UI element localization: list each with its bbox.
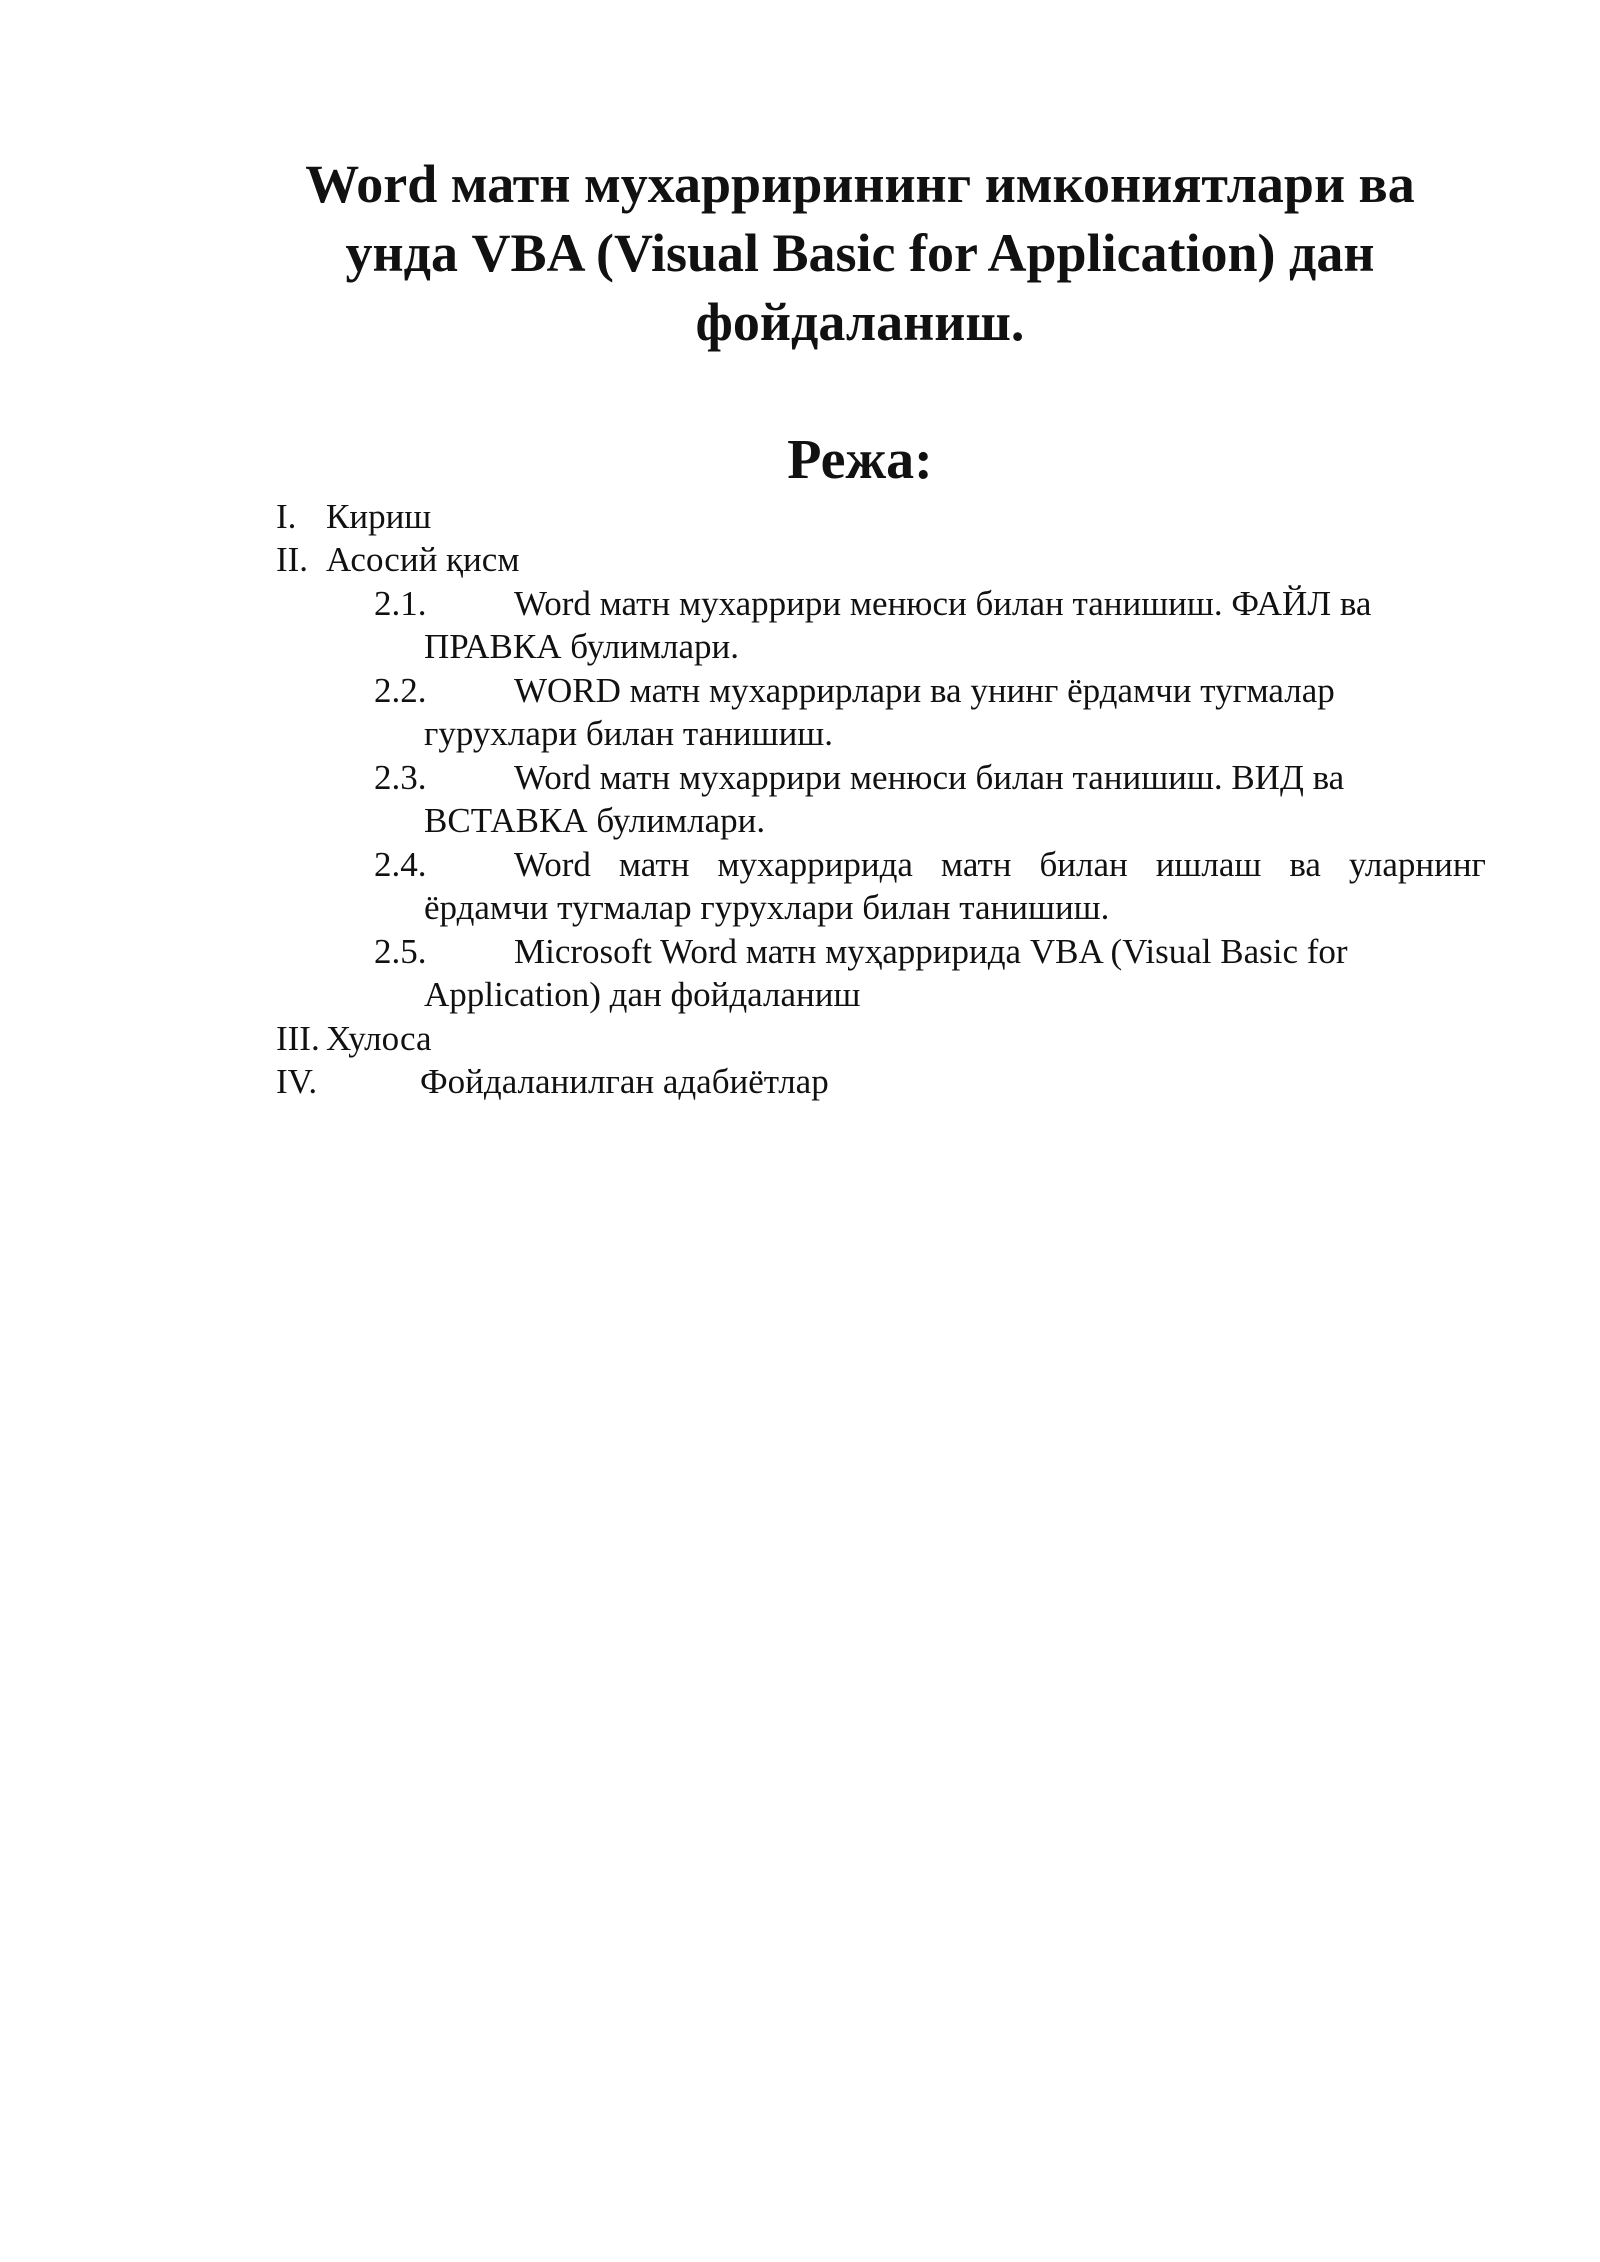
outline-item-text: Хулоса [326, 1019, 432, 1058]
word: мухарририда [717, 845, 913, 884]
outline-subitem-text-line2: гурухлари билан танишиш. [424, 714, 833, 753]
title-line-2: унда VBA (Visual Basic for Application) дан [345, 223, 1375, 283]
title-line-3: фойдаланиш. [695, 292, 1025, 352]
word: ишлаш [1155, 845, 1262, 884]
outline-item-text: Фойдаланилган адабиётлар [420, 1062, 829, 1101]
document-title [230, 150, 1490, 357]
outline-subitem-text-line2: ВСТАВКА булимлари. [424, 801, 766, 840]
outline-subitem-text-line1 [514, 843, 1486, 887]
word: матн [940, 845, 1012, 884]
title-line-1: Word матн мухаррирининг имкониятлари ва [305, 154, 1415, 214]
outline-subitem-text-line1: WORD матн мухаррирлари ва унинг ёрдамчи тугмалар [514, 671, 1335, 710]
outline-subitem-number: 2.3. [374, 758, 427, 797]
word: ва [1289, 845, 1321, 884]
outline-subitem-number: 2.4. [374, 845, 427, 884]
word: билан [1039, 845, 1128, 884]
outline-subitem-text-line2: Application) дан фойдаланиш [424, 975, 861, 1014]
plan-heading: Режа: [787, 429, 933, 491]
outline-subitem-number: 2.2. [374, 671, 427, 710]
word: Word [514, 845, 591, 884]
outline-subitem-number: 2.1. [374, 584, 427, 623]
outline-item-number: IV. [276, 1062, 318, 1101]
outline-subitem-text-line1: Word матн мухаррири менюси билан танишиш. ФАЙЛ ва [514, 584, 1372, 623]
outline-item-number: III. [276, 1019, 320, 1058]
outline-subitem-text-line2: ёрдамчи тугмалар гурухлари билан танишиш. [424, 888, 1110, 927]
outline-subitem-text-line1: Microsoft Word матн муҳарририда VBA (Visual Basic for [514, 932, 1348, 971]
word: матн [618, 845, 690, 884]
outline-subitem-text-line1: Word матн мухаррири менюси билан танишиш. ВИД ва [514, 758, 1345, 797]
word: уларнинг [1348, 845, 1486, 884]
outline-subitem-number: 2.5. [374, 932, 427, 971]
outline-item-number: II. [276, 540, 309, 579]
outline-subitem-text-line2: ПРАВКА булимлари. [424, 627, 740, 666]
outline-item-number: I. [276, 497, 297, 536]
outline-item-text: Кириш [326, 497, 432, 536]
outline-item-text: Асосий қисм [326, 540, 520, 579]
